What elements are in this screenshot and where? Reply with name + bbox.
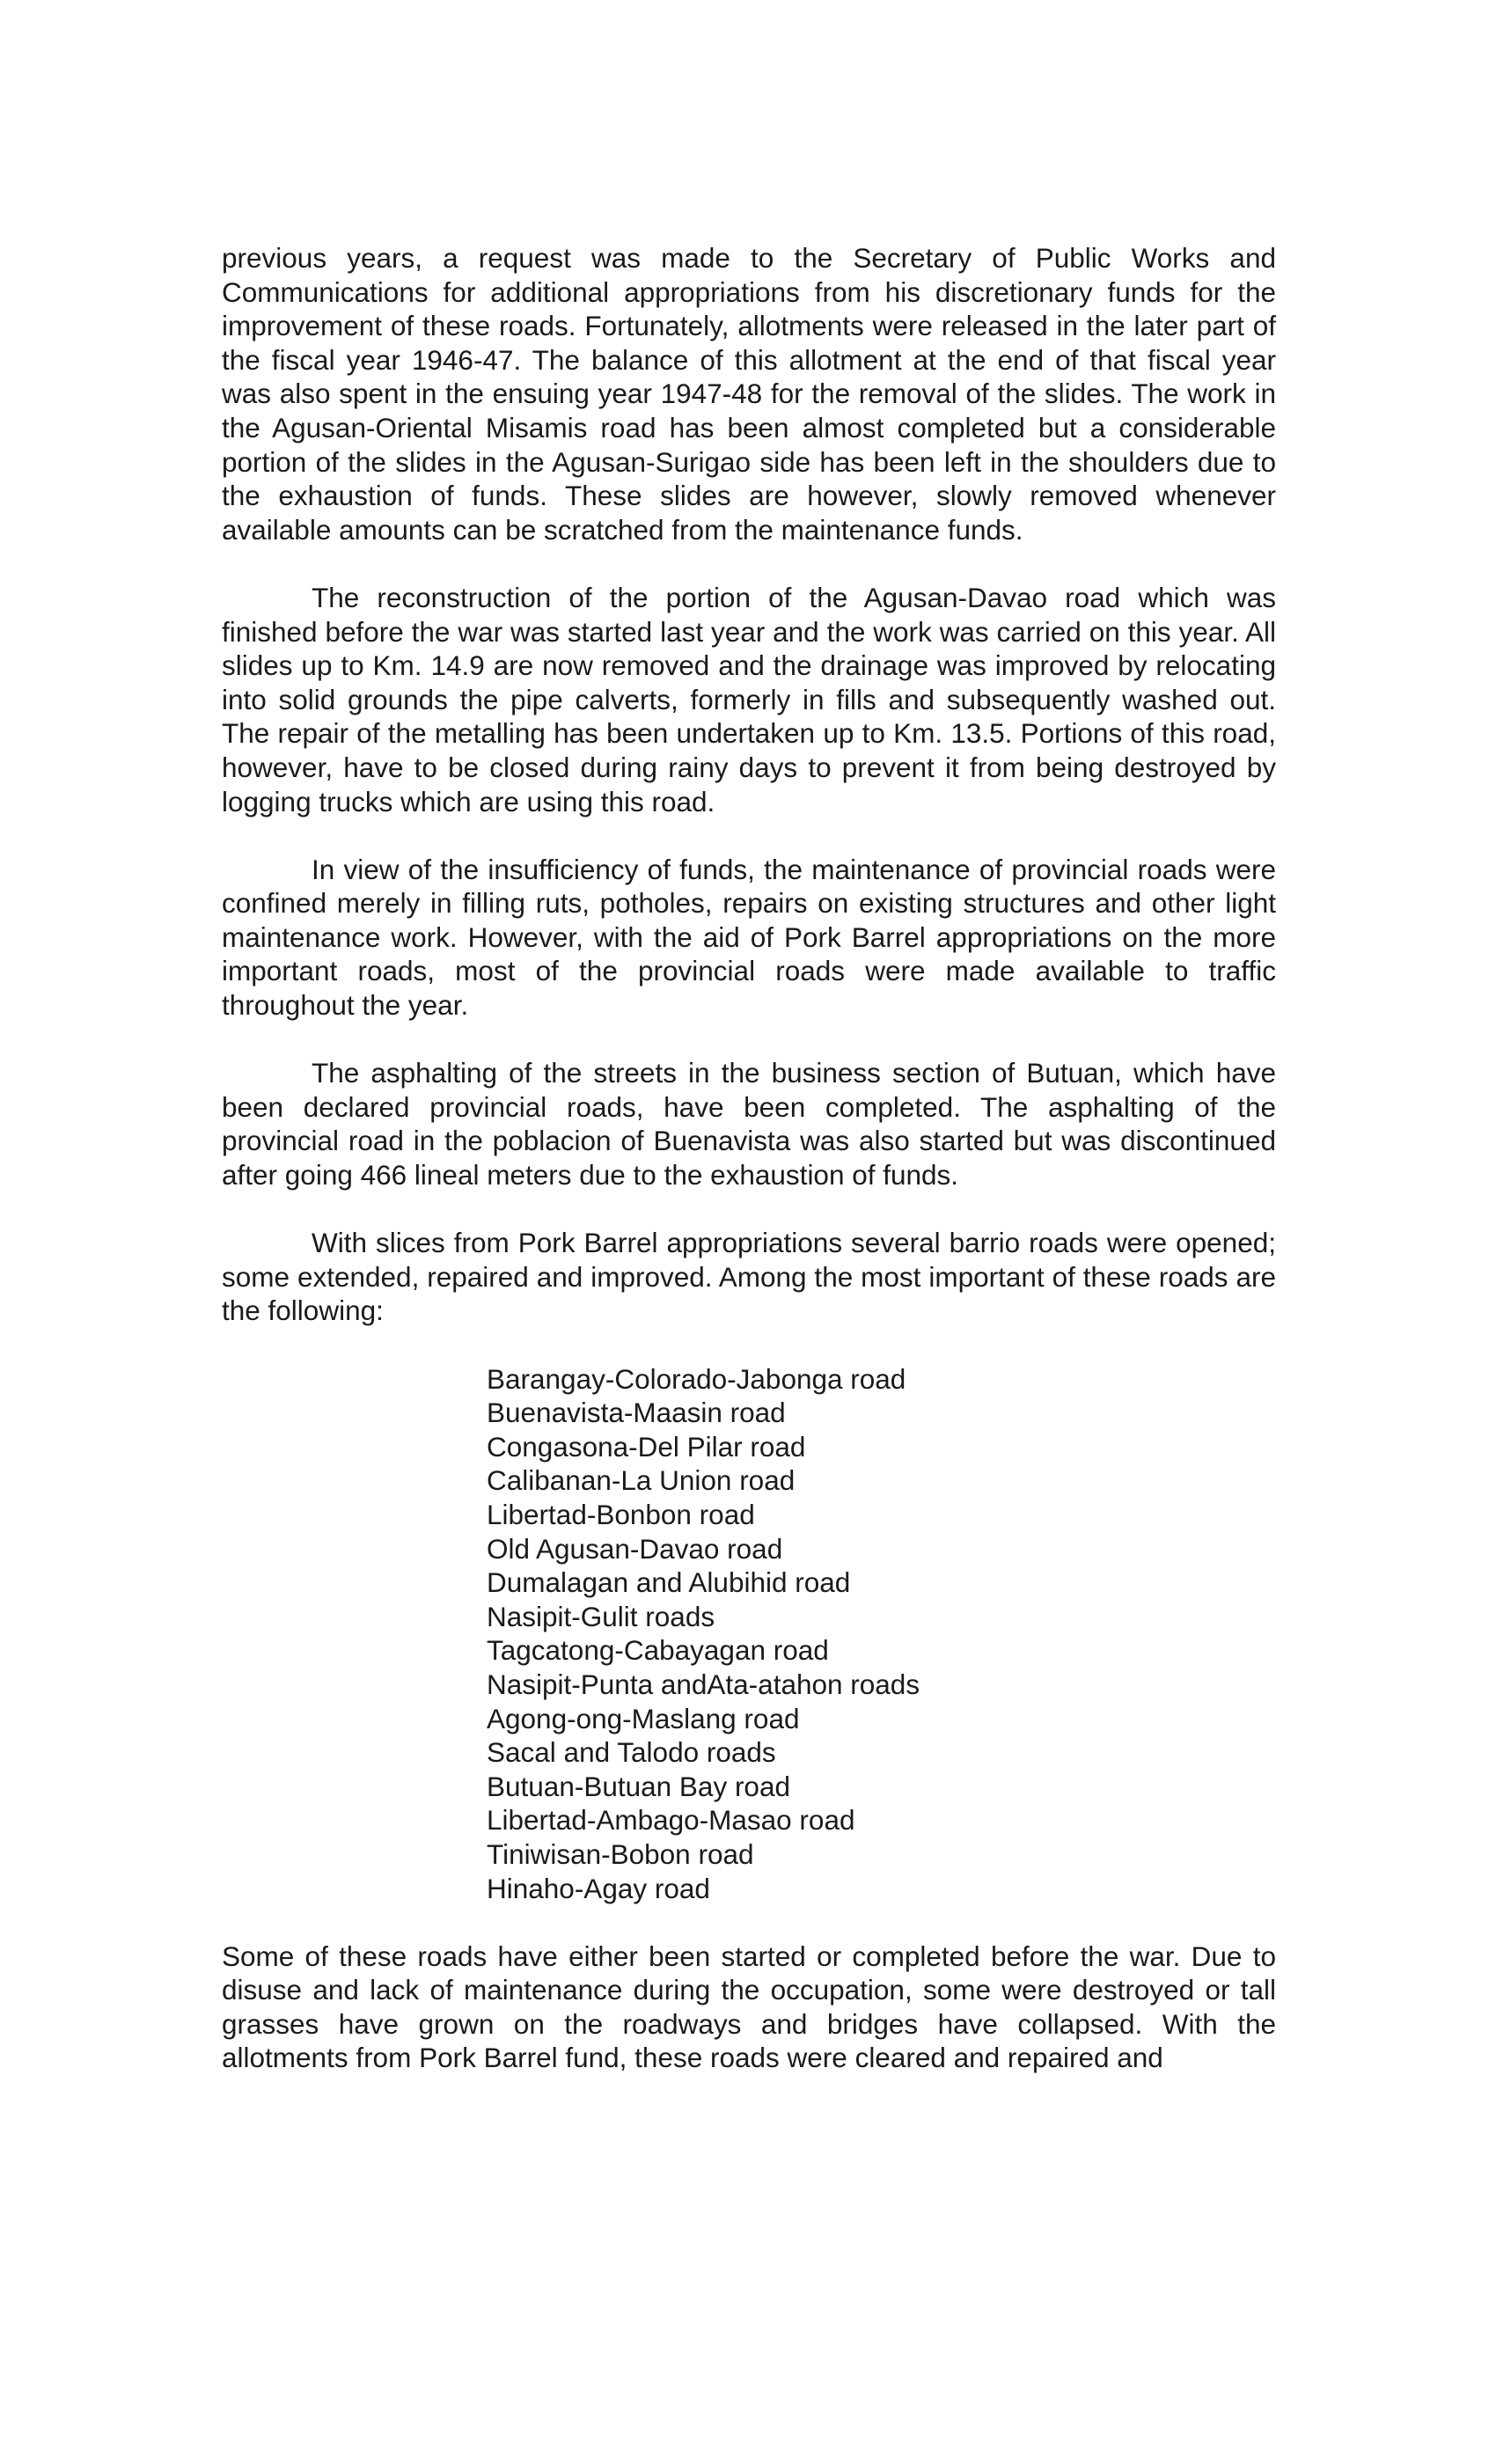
list-item: Agong-ong-Maslang road [487,1702,800,1734]
list-item: Hinaho-Agay road [487,1872,710,1904]
list-item: Libertad-Ambago-Masao road [487,1804,855,1837]
list-item: Barangay-Colorado-Jabonga road [487,1362,906,1395]
list-item: Butuan-Butuan Bay road [487,1770,790,1802]
document-body [222,241,1276,2075]
paragraph-butuan-asphalting: The asphalting of the streets in the business section of Butuan, which have been declared provincial roads, have been completed. The asphalting of the provincial road in the poblacion of Buenavista was also started but was discontinued after going 466 lineal meters due to the exhaustion of funds. [222,1057,1276,1192]
list-item: Libertad-Bonbon road [487,1498,755,1530]
list-item: Tagcatong-Cabayagan road [487,1634,829,1667]
list-item: Tiniwisan-Bobon road [487,1837,754,1870]
paragraph-closing: Some of these roads have either been started or completed before the war. Due to disuse and lack of maintenance during the occupation, some were destroyed or tall grasses have grown on the roadways and bridges have collapsed. With the allotments from Pork Barrel fund, these roads were cleared and repaired and [222,1940,1276,2074]
list-item: Buenavista-Maasin road [487,1397,786,1429]
list-item: Sacal and Talodo roads [487,1736,776,1769]
list-item: Congasona-Del Pilar road [487,1430,806,1463]
list-item: Nasipit-Gulit roads [487,1600,715,1632]
list-item: Old Agusan-Davao road [487,1532,783,1565]
paragraph-provincial-maintenance: In view of the insufficiency of funds, the maintenance of provincial roads were confined merely in filling ruts, potholes, repairs on existing structures and other light maintenance work. However, with the aid of Pork Barrel appropriations on the more important roads, most of the provincial roads were made available to traffic throughout the year. [222,853,1276,1022]
road-list [222,1362,1276,1906]
paragraph-slides-removal: previous years, a request was made to the Secretary of Public Works and Communications for additional appropriations from his discretionary funds for the improvement of these roads. Fortunately, allotments were released in the later part of the fiscal year 1946-47. The balance of this allotment at the end of that fiscal year was also spent in the ensuing year 1947-48 for the removal of the slides. The work in the Agusan-Oriental Misamis road has been almost completed but a considerable portion of the slides in the Agusan-Surigao side has been left in the shoulders due to the exhaustion of funds. These slides are however, slowly removed whenever available amounts can be scratched from the maintenance funds. [222,242,1276,546]
list-item: Calibanan-La Union road [487,1464,796,1497]
paragraph-agusan-davao-reconstruction: The reconstruction of the portion of the Agusan-Davao road which was finished before the war was started last year and the work was carried on this year. All slides up to Km. 14.9 are now removed and the drainage was improved by relocating into solid grounds the pipe calverts, formerly in fills and subsequently washed out. The repair of the metalling has been undertaken up to Km. 13.5. Portions of this road, however, have to be closed during rainy days to prevent it from being destroyed by logging trucks which are using this road. [222,581,1276,818]
paragraph-barrio-roads-intro: With slices from Pork Barrel appropriations several barrio roads were opened; some extended, repaired and improved. Among the most important of these roads are the following: [222,1227,1276,1327]
list-item: Nasipit-Punta andAta-atahon roads [487,1668,920,1700]
list-item: Dumalagan and Alubihid road [487,1566,851,1599]
